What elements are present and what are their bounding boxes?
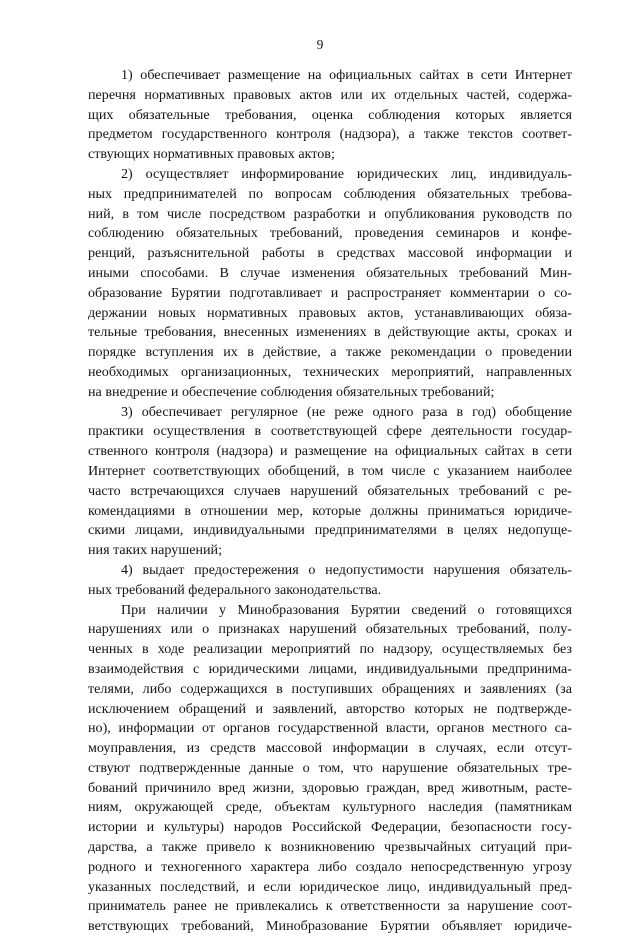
- text-line: скими лицами, индивидуальными предпринимателями в целях недопуще-: [88, 522, 572, 539]
- text-line: перечня нормативных правовых актов или их отдельных частей, содержа-: [88, 86, 572, 103]
- text-line: тельные требования, внесенных изменениях в действующие акты, сроках и: [88, 324, 572, 341]
- text-line: комендациями в отношении мер, которые должны приниматься юридиче-: [88, 502, 572, 519]
- text-line: моуправления, из средств массовой информации в случаях, если отсут-: [88, 740, 572, 757]
- text-line: При наличии у Минобразования Бурятии сведений о готовящихся: [121, 601, 572, 618]
- text-line: 1) обеспечивает размещение на официальных сайтах в сети Интернет: [121, 67, 572, 83]
- text-line: ствуют подтвержденные данные о том, что нарушение обязательных тре-: [88, 759, 572, 776]
- text-line: Интернет соответствующих обобщений, в том числе с указанием наиболее: [88, 462, 572, 479]
- text-line: щих обязательные требования, оценка соблюдения которых является: [88, 106, 572, 123]
- paragraph: [88, 66, 572, 165]
- text-line: иными способами. В случае изменения обязательных требований Мин-: [88, 264, 572, 281]
- text-line: ниям, окружающей среде, объектам культурного наследия (памятникам: [88, 799, 572, 816]
- text-line: истории и культуры) народов Российской Федерации, безопасности госу-: [88, 819, 572, 836]
- text-line: указанных последствий, и если юридическое лицо, индивидуальный пред-: [88, 878, 572, 895]
- text-line: порядке вступления их в действие, а также рекомендации о проведении: [88, 344, 572, 361]
- text-line: необходимых организационных, технических мероприятий, направленных: [88, 363, 572, 380]
- text-line: приниматель ранее не привлекались к ответственности за нарушение соот-: [88, 898, 572, 915]
- paragraph: [88, 165, 572, 403]
- text-line: 3) обеспечивает регулярное (не реже одного раза в год) обобщение: [121, 403, 572, 420]
- text-line: ных предпринимателей по вопросам соблюдения обязательных требова-: [88, 185, 572, 202]
- text-line: 2) осуществляет информирование юридических лиц, индивидуаль-: [121, 165, 572, 182]
- text-line: исключением обращений и заявлений, авторство которых не подтвержде-: [88, 700, 572, 717]
- text-line: ных требований федерального законодательства.: [88, 581, 382, 598]
- text-line: взаимодействия с юридическими лицами, индивидуальными предпринима-: [88, 660, 572, 677]
- document-body: [88, 66, 572, 937]
- text-line: бований причинило вред жизни, здоровью граждан, вред животным, расте-: [88, 779, 572, 796]
- text-line: ний, в том числе посредством разработки и опубликования руководств по: [88, 205, 572, 222]
- text-line: соблюдению обязательных требований, проведения семинаров и конфе-: [88, 225, 572, 242]
- text-line: нарушениях или о признаках нарушений обязательных требований, полу-: [88, 621, 572, 638]
- text-line: практики осуществления в соответствующей сфере деятельности государ-: [88, 423, 572, 440]
- paragraph: [88, 403, 572, 561]
- text-line: ствующих нормативных правовых актов;: [88, 146, 335, 163]
- text-line: ветствующих требований, Минобразование Бурятии объявляет юридиче-: [88, 918, 572, 935]
- paragraph: [88, 561, 572, 601]
- text-line: образование Бурятии подготавливает и распространяет комментарии о со-: [88, 284, 572, 301]
- text-line: 4) выдает предостережения о недопустимости нарушения обязатель-: [121, 561, 572, 578]
- text-line: часто встречающихся случаев нарушений обязательных требований с ре-: [88, 482, 572, 499]
- text-line: держании новых нормативных правовых актов, устанавливающих обяза-: [88, 304, 572, 321]
- text-line: на внедрение и обеспечение соблюдения обязательных требований;: [88, 383, 495, 400]
- text-line: но), информации от органов государственной власти, органов местного са-: [88, 720, 572, 737]
- text-line: ственного контроля (надзора) и размещение на официальных сайтах в сети: [88, 443, 572, 460]
- text-line: родного и техногенного характера либо создало непосредственную угрозу: [88, 858, 572, 875]
- text-line: предметом государственного контроля (надзора), а также текстов соответ-: [88, 126, 572, 143]
- text-line: телями, либо содержащихся в поступивших обращениях и заявлениях (за: [88, 680, 572, 697]
- text-line: дарства, а также привело к возникновению чрезвычайных ситуаций при-: [88, 839, 572, 856]
- text-line: ренций, разъяснительной работы в средствах массовой информации и: [88, 245, 572, 262]
- page-number: 9: [316, 37, 324, 52]
- text-line: ченных в ходе реализации мероприятий по надзору, осуществляемых без: [88, 641, 572, 658]
- text-line: ния таких нарушений;: [88, 542, 222, 559]
- paragraph: [88, 601, 572, 937]
